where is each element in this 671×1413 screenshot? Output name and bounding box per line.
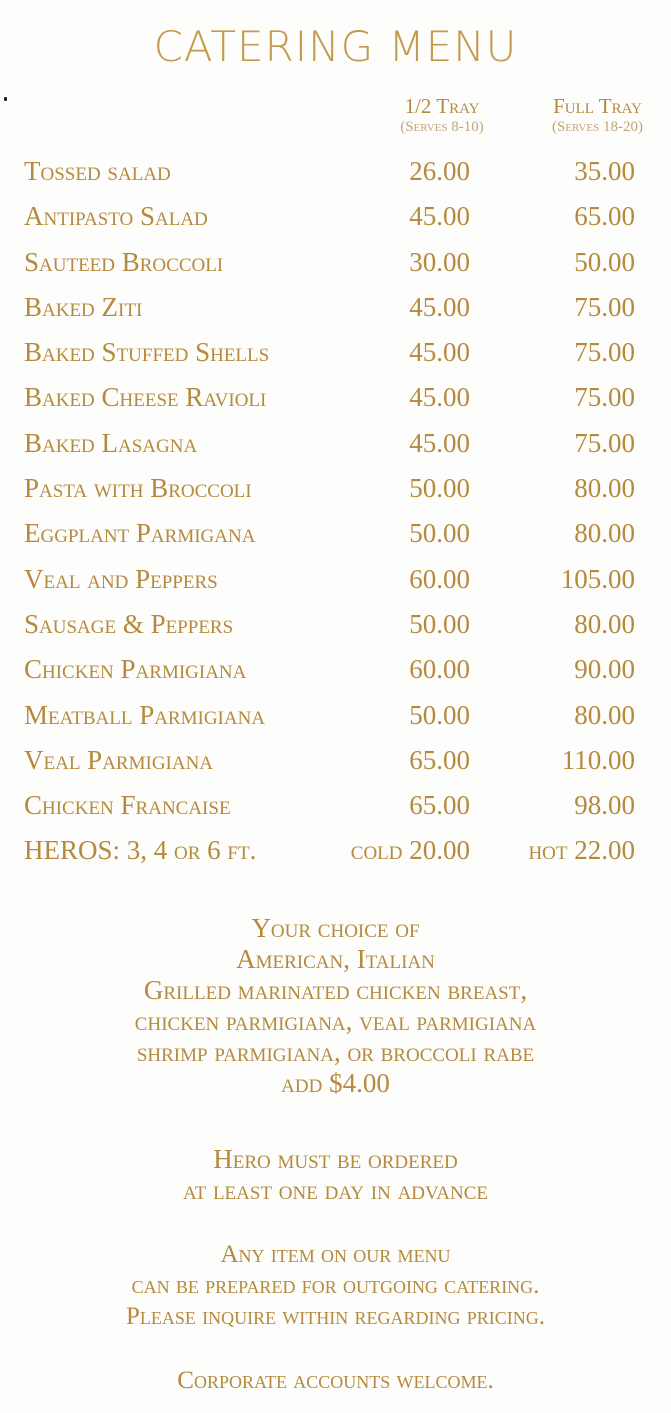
- menu-item-half-price: 26.00: [409, 156, 470, 186]
- menu-item: [0, 331, 671, 376]
- note-line: Your choice of: [251, 913, 420, 943]
- menu-item: [0, 739, 671, 784]
- menu-item-name: Antipasto Salad: [24, 201, 208, 232]
- menu-item-name: Veal Parmigiana: [24, 744, 214, 775]
- menu-item: [0, 195, 671, 240]
- menu-item-full-price: 65.00: [574, 201, 635, 232]
- menu-item-name: Veal and Peppers: [24, 563, 218, 594]
- note-line: add $4.00: [281, 1068, 390, 1098]
- note-line: Hero must be ordered: [213, 1144, 458, 1174]
- menu-item-half-price: 50.00: [409, 699, 470, 730]
- full-tray-label: Full Tray: [553, 94, 642, 118]
- menu-item: [0, 241, 671, 286]
- heros-hot-label: hot: [528, 835, 568, 866]
- menu-item-half-price: 45.00: [409, 427, 470, 458]
- menu-item-full-price: 80.00: [574, 518, 635, 549]
- menu-list: [0, 150, 671, 875]
- menu-item: [0, 150, 671, 195]
- menu-item-full-price: 80.00: [574, 699, 635, 730]
- menu-item-name: Sauteed Broccoli: [24, 246, 224, 277]
- note-line: American, Italian: [236, 944, 435, 974]
- menu-item: [0, 376, 671, 421]
- menu-item-full-price: 75.00: [574, 291, 635, 322]
- menu-item: [0, 558, 671, 603]
- menu-item-name: Baked Lasagna: [24, 427, 198, 458]
- note-line: Any item on our menu: [220, 1241, 451, 1268]
- heros-row: [0, 829, 671, 874]
- half-tray-label: 1/2 Tray: [404, 94, 480, 118]
- menu-item-half-price: 50.00: [409, 608, 470, 639]
- print-speck: [4, 97, 7, 101]
- hero-advance-note: [0, 1144, 671, 1206]
- menu-item-name: Baked Ziti: [24, 291, 143, 322]
- note-line: Corporate accounts welcome.: [177, 1367, 494, 1394]
- note-line: can be prepared for outgoing catering.: [131, 1272, 540, 1299]
- menu-item-name: Baked Stuffed Shells: [24, 337, 270, 368]
- any-item-note: [0, 1239, 671, 1332]
- menu-item-half-price: 65.00: [409, 790, 470, 821]
- menu-item-full-price: 110.00: [561, 744, 635, 775]
- menu-item-full-price: 75.00: [574, 427, 635, 458]
- menu-item: [0, 648, 671, 693]
- menu-item: [0, 694, 671, 739]
- menu-item: [0, 286, 671, 331]
- menu-item-name: Baked Cheese Ravioli: [24, 382, 267, 413]
- menu-item: [0, 603, 671, 648]
- menu-item-half-price: 45.00: [409, 337, 470, 368]
- menu-item-full-price: 75.00: [574, 382, 635, 413]
- heros-name: HEROS: 3, 4 or 6 ft.: [24, 835, 257, 866]
- menu-item: [0, 784, 671, 829]
- half-tray-serves: (Serves 8-10): [400, 119, 484, 135]
- menu-item-half-price: 30.00: [409, 246, 470, 277]
- menu-item-name: Meatball Parmigiana: [24, 699, 266, 730]
- heros-hot-price: [528, 835, 635, 866]
- menu-item-name: Chicken Parmigiana: [24, 654, 247, 685]
- menu-item-full-price: 75.00: [574, 337, 635, 368]
- hero-choice-note: [0, 913, 671, 1099]
- menu-item-half-price: 50.00: [409, 473, 470, 504]
- note-line: chicken parmigiana, veal parmigiana: [134, 1006, 537, 1036]
- menu-item-name: Pasta with Broccoli: [24, 473, 252, 504]
- menu-item-full-price: 105.00: [560, 563, 635, 594]
- menu-item-name: Tossed salad: [24, 156, 171, 186]
- menu-item-half-price: 65.00: [409, 744, 470, 775]
- note-line: at least one day in advance: [182, 1175, 489, 1205]
- corporate-note: [0, 1365, 671, 1396]
- note-line: Please inquire within regarding pricing.: [125, 1303, 546, 1330]
- menu-item-full-price: 80.00: [574, 473, 635, 504]
- menu-item: [0, 422, 671, 467]
- menu-item-full-price: 98.00: [574, 790, 635, 821]
- heros-hot-value: 22.00: [574, 835, 635, 866]
- menu-item-half-price: 60.00: [409, 654, 470, 685]
- menu-item-half-price: 45.00: [409, 201, 470, 232]
- heros-cold-price: [351, 835, 470, 866]
- menu-item-half-price: 45.00: [409, 382, 470, 413]
- half-tray-column-header: [372, 94, 512, 136]
- full-tray-column-header: [525, 94, 670, 136]
- menu-item-full-price: 35.00: [574, 156, 635, 186]
- menu-item-name: Eggplant Parmigana: [24, 518, 256, 549]
- page-title: CATERING MENU: [153, 22, 518, 71]
- menu-item-name: Chicken Francaise: [24, 790, 231, 821]
- heros-cold-value: 20.00: [409, 835, 470, 866]
- menu-item-full-price: 50.00: [574, 246, 635, 277]
- menu-item: [0, 512, 671, 557]
- menu-item-half-price: 45.00: [409, 291, 470, 322]
- menu-item-half-price: 50.00: [409, 518, 470, 549]
- heros-cold-label: cold: [350, 835, 403, 866]
- menu-item: [0, 467, 671, 512]
- menu-item-name: Sausage & Peppers: [24, 608, 234, 639]
- note-line: Grilled marinated chicken breast,: [143, 975, 528, 1005]
- menu-item-full-price: 90.00: [574, 654, 635, 685]
- menu-item-full-price: 80.00: [574, 608, 635, 639]
- menu-item-half-price: 60.00: [409, 563, 470, 594]
- full-tray-serves: (Serves 18-20): [551, 119, 644, 135]
- note-line: shrimp parmigiana, or broccoli rabe: [136, 1037, 535, 1067]
